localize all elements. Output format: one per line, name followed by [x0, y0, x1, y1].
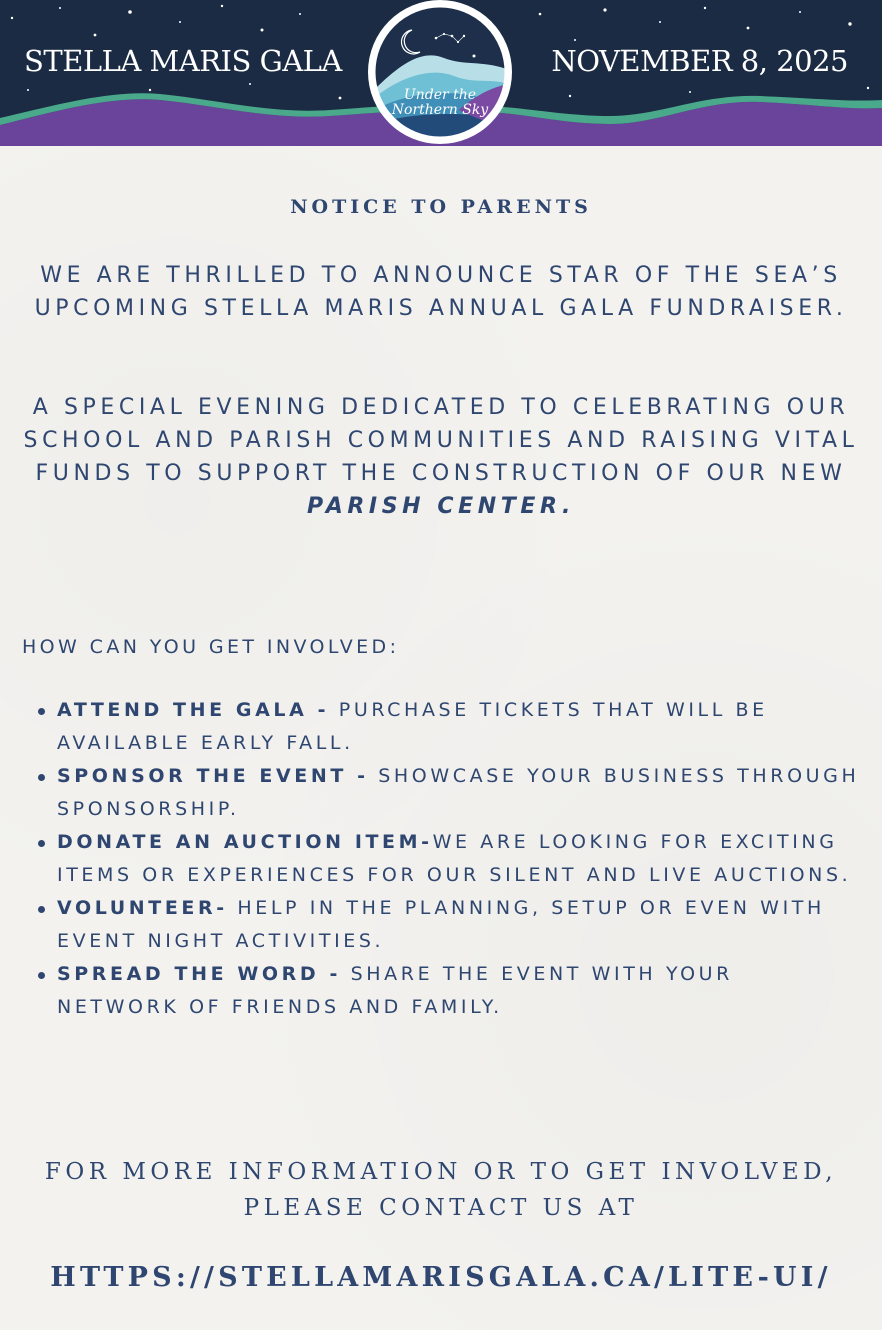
contact-paragraph: [0, 1154, 882, 1226]
header-banner: [0, 0, 882, 146]
special-evening-paragraph: [10, 391, 872, 523]
item-text: HELP IN THE PLANNING, SETUP OR EVEN WITH EVENT NIGHT ACTIVITIES.: [57, 897, 825, 952]
list-item: [34, 958, 864, 1024]
item-title: DONATE AN AUCTION ITEM-: [57, 831, 433, 853]
logo-emblem-icon: [364, 0, 516, 146]
item-title: SPREAD THE WORD -: [57, 963, 341, 985]
list-item: [34, 892, 864, 958]
item-title: ATTEND THE GALA -: [57, 699, 330, 721]
gala-website-link[interactable]: HTTPS://STELLAMARISGALA.CA/LITE-UI/: [50, 1262, 832, 1293]
gala-title: STELLA MARIS GALA: [24, 44, 342, 78]
item-text: WE ARE LOOKING FOR EXCITING ITEMS OR EXPERIENCES FOR OUR SILENT AND LIVE AUCTIONS.: [57, 831, 852, 886]
logo-text-line1: Under the: [403, 87, 477, 103]
parish-center-emphasis: PARISH CENTER.: [307, 494, 575, 519]
bullet-icon: [38, 774, 45, 781]
list-item: [34, 826, 864, 892]
item-title: VOLUNTEER-: [57, 897, 228, 919]
bullet-icon: [38, 906, 45, 913]
gala-date: NOVEMBER 8, 2025: [551, 44, 848, 78]
bullet-icon: [38, 840, 45, 847]
bullet-icon: [38, 972, 45, 979]
item-text: PURCHASE TICKETS THAT WILL BE AVAILABLE EARLY FALL.: [57, 699, 768, 754]
item-text: SHOWCASE YOUR BUSINESS THROUGH SPONSORSHIP.: [57, 765, 860, 820]
item-text: SHARE THE EVENT WITH YOUR NETWORK OF FRIENDS AND FAMILY.: [57, 963, 733, 1018]
bullet-icon: [38, 708, 45, 715]
item-title: SPONSOR THE EVENT -: [57, 765, 369, 787]
contact-line1: FOR MORE INFORMATION OR TO GET INVOLVED,: [44, 1159, 838, 1185]
involvement-list: [34, 694, 864, 1024]
list-item: [34, 694, 864, 760]
intro-paragraph: WE ARE THRILLED TO ANNOUNCE STAR OF THE SEA’S UPCOMING STELLA MARIS ANNUAL GALA FUNDRAISER.: [34, 263, 848, 321]
gala-logo: [364, 0, 516, 146]
list-item: [34, 760, 864, 826]
involvement-heading: HOW CAN YOU GET INVOLVED:: [22, 636, 400, 658]
special-text: A SPECIAL EVENING DEDICATED TO CELEBRATING OUR SCHOOL AND PARISH COMMUNITIES AND RAISING VITAL FUNDS TO SUPPORT THE CONSTRUCTION OF OUR NEW: [23, 395, 859, 486]
contact-line2: PLEASE CONTACT US AT: [243, 1195, 639, 1221]
notice-heading: NOTICE TO PARENTS: [290, 196, 592, 218]
logo-text-line2: Northern Sky: [391, 102, 489, 118]
